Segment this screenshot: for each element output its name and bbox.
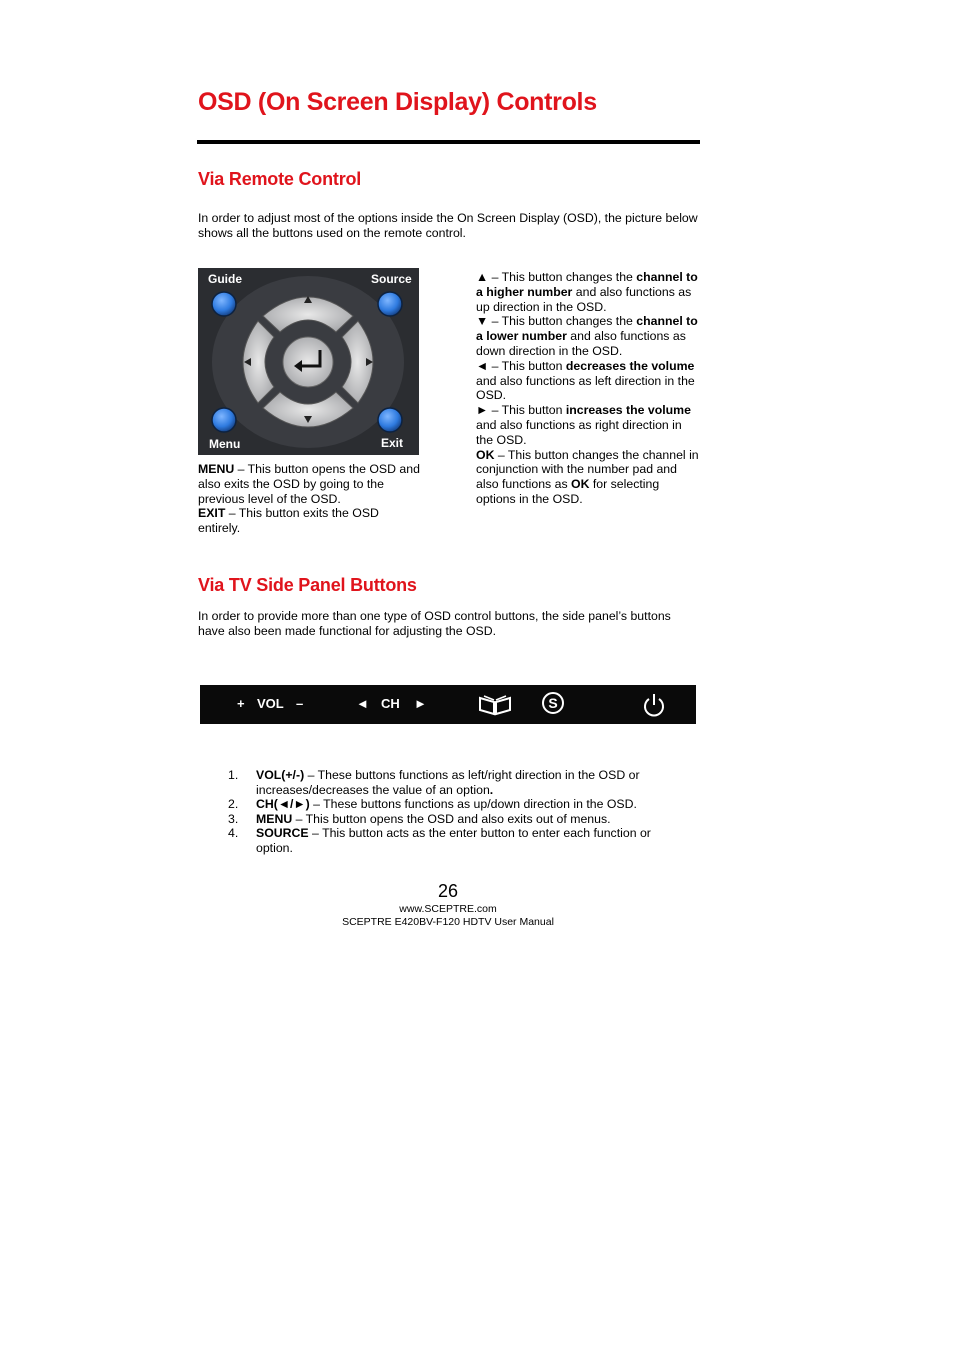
side-panel-section-heading: Via TV Side Panel Buttons — [198, 575, 417, 595]
remote-dpad-graphic — [198, 268, 419, 455]
remote-label-source: Source — [371, 272, 412, 286]
left-arrow-description: ◄ – This button decreases the volume and also functions as left direction in the OSD. — [476, 358, 695, 403]
down-arrow-description: ▼ – This button changes the channel to a lower number and also functions as down direction in the OSD. — [476, 314, 698, 358]
list-item: 2. CH(◄/►) – These buttons functions as up/down direction in the OSD. — [228, 797, 637, 812]
page-title: OSD (On Screen Display) Controls — [198, 88, 597, 116]
ok-description: OK – This button changes the channel in conjunction with the number pad and also functions as OK for selecting options in the OSD. — [476, 447, 699, 506]
footer-manual-title: SCEPTRE E420BV-F120 HDTV User Manual — [342, 916, 554, 928]
footer-website: www.SCEPTRE.com — [399, 903, 497, 915]
panel-label-minus: – — [296, 696, 304, 711]
remote-label-guide: Guide — [208, 272, 243, 286]
list-item: 3. MENU – This button opens the OSD and also exits out of menus. — [228, 811, 611, 826]
panel-label-plus: + — [237, 696, 245, 711]
list-item: 4. SOURCE – This button acts as the enter button to enter each function or option. — [228, 826, 651, 855]
panel-label-ch-left: ◄ — [356, 696, 369, 711]
power-icon — [642, 691, 666, 719]
source-s-icon — [541, 691, 565, 715]
remote-section-heading: Via Remote Control — [198, 169, 362, 189]
page-number: 26 — [437, 881, 459, 901]
up-arrow-description: ▲ – This button changes the channel to a higher number and also functions as up direction in the OSD. — [476, 270, 698, 314]
remote-label-menu: Menu — [209, 437, 241, 451]
remote-right-description — [476, 270, 700, 507]
panel-label-ch: CH — [381, 696, 400, 711]
side-panel-button-list — [228, 768, 678, 856]
title-divider — [197, 140, 700, 144]
exit-description: EXIT – This button exits the OSD entirely. — [198, 506, 379, 536]
book-icon — [478, 692, 512, 716]
side-panel-image — [200, 685, 696, 724]
svg-text:S: S — [548, 695, 558, 711]
panel-label-vol: VOL — [257, 696, 284, 711]
remote-left-description — [198, 462, 424, 536]
remote-control-image — [198, 268, 419, 455]
remote-label-exit: Exit — [381, 436, 404, 450]
right-arrow-description: ► – This button increases the volume and also functions as right direction in the OSD. — [476, 403, 691, 447]
menu-description: MENU – This button opens the OSD and also exits the OSD by going to the previous level of the OSD. — [198, 462, 420, 506]
list-item: 1. VOL(+/-) – These buttons functions as left/right direction in the OSD or increases/decreases the value of an option. — [228, 768, 640, 797]
side-panel-intro: In order to provide more than one type of OSD control buttons, the side panel’s buttons have also been made functional for adjusting the OSD. — [198, 609, 671, 638]
panel-label-ch-right: ► — [414, 696, 427, 711]
remote-intro: In order to adjust most of the options inside the On Screen Display (OSD), the picture below shows all the buttons used on the remote control. — [198, 211, 698, 240]
